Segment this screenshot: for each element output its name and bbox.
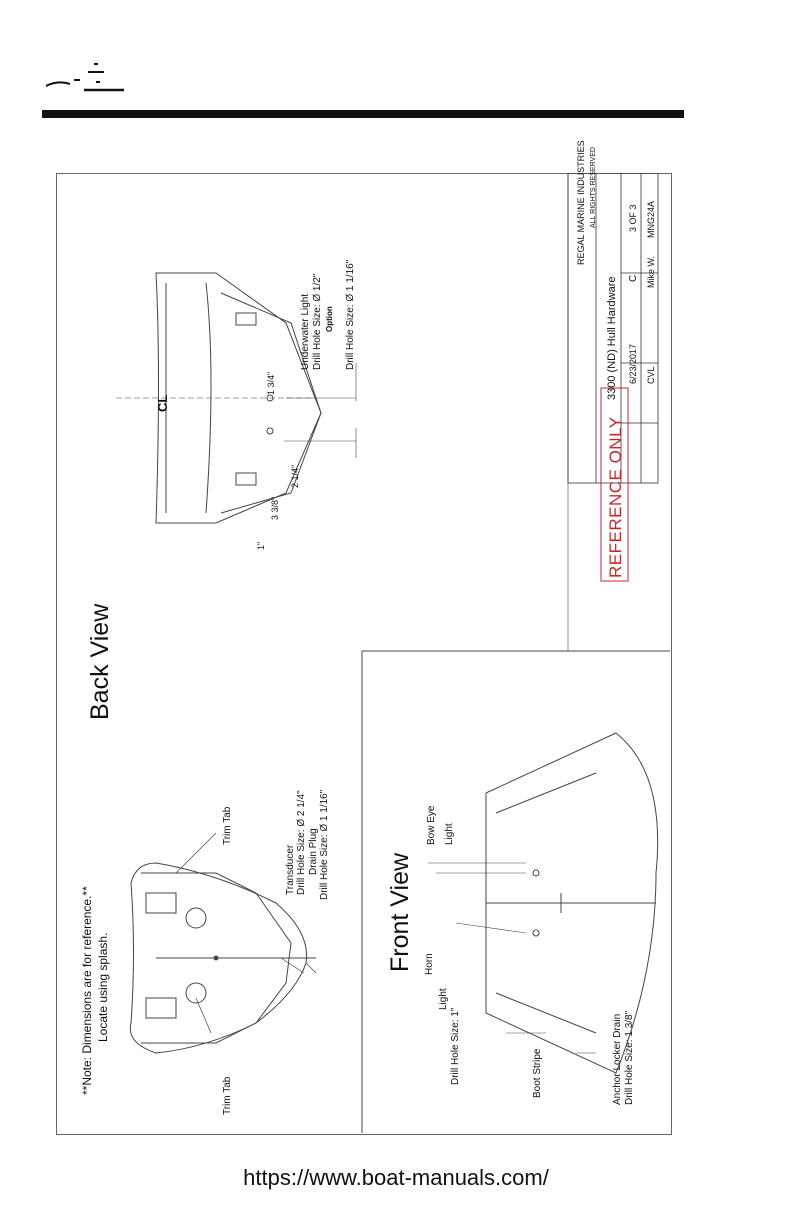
light-label: Light xyxy=(438,988,449,1010)
dim-1-label: 1" xyxy=(256,541,266,550)
dim-1-3-4-label: 1 3/4" xyxy=(266,371,276,395)
drawing-title: 3300 (ND) Hull Hardware xyxy=(606,276,618,400)
light-top-label: Light xyxy=(444,823,455,845)
anchor-locker-label: Anchor Locker Drain xyxy=(612,1013,623,1105)
revision: C xyxy=(628,274,639,282)
anchor-drill-label: Drill Hole Size: 1 3/8" xyxy=(624,1010,635,1105)
trim-tab-bottom-label: Trim Tab xyxy=(222,1076,233,1115)
bow-eye-label: Bow Eye xyxy=(426,805,437,845)
dim-3-3-8-label: 3 3/8" xyxy=(270,496,280,520)
drawing-date: 6/23/2017 xyxy=(628,343,638,384)
centerline-label: CL xyxy=(155,394,170,412)
company-sub: ALL RIGHTS RESERVED xyxy=(590,147,597,228)
drawn-by: CVL xyxy=(646,366,656,384)
underwater-light-label: Underwater Light xyxy=(300,293,311,370)
brand-logo xyxy=(44,50,134,100)
header-rule xyxy=(42,110,684,118)
footer-url[interactable]: https://www.boat-manuals.com/ xyxy=(243,1165,549,1190)
company-name: REGAL MARINE INDUSTRIES xyxy=(576,140,586,265)
drawing-number: MNG24A xyxy=(646,200,656,238)
transducer-label: Transducer xyxy=(285,844,296,895)
page-number: 3 OF 3 xyxy=(628,204,638,232)
boot-stripe-label: Boot Stripe xyxy=(532,1048,543,1098)
option-label: Option xyxy=(325,306,334,332)
reference-only-stamp: REFERENCE ONLY xyxy=(606,416,625,578)
underwater-light-drill-label: Drill Hole Size: Ø 1/2" xyxy=(312,273,323,370)
dim-2-1-4-label: 2 1/4" xyxy=(290,464,300,488)
horn-label: Horn xyxy=(424,953,435,975)
trim-tab-top-label: Trim Tab xyxy=(222,806,233,845)
stern-drill-hole-label: Drill Hole Size: Ø 1 1/16" xyxy=(345,259,356,370)
back-view-title: Back View xyxy=(86,603,114,720)
note-line-1: **Note: Dimensions are for reference.** xyxy=(80,886,94,1095)
drain-plug-label: Drain Plug xyxy=(308,828,319,875)
front-view-title: Front View xyxy=(386,852,414,972)
technical-drawing xyxy=(56,173,670,1133)
note-line-2: Locate using splash. xyxy=(96,932,110,1042)
light-drill-label: Drill Hole Size: 1" xyxy=(450,1007,461,1085)
approved-by: Mike W. xyxy=(646,255,656,288)
transducer-drill-label: Drill Hole Size: Ø 2 1/4" xyxy=(296,790,307,895)
drain-plug-drill-label: Drill Hole Size: Ø 1 1/16" xyxy=(319,789,330,900)
